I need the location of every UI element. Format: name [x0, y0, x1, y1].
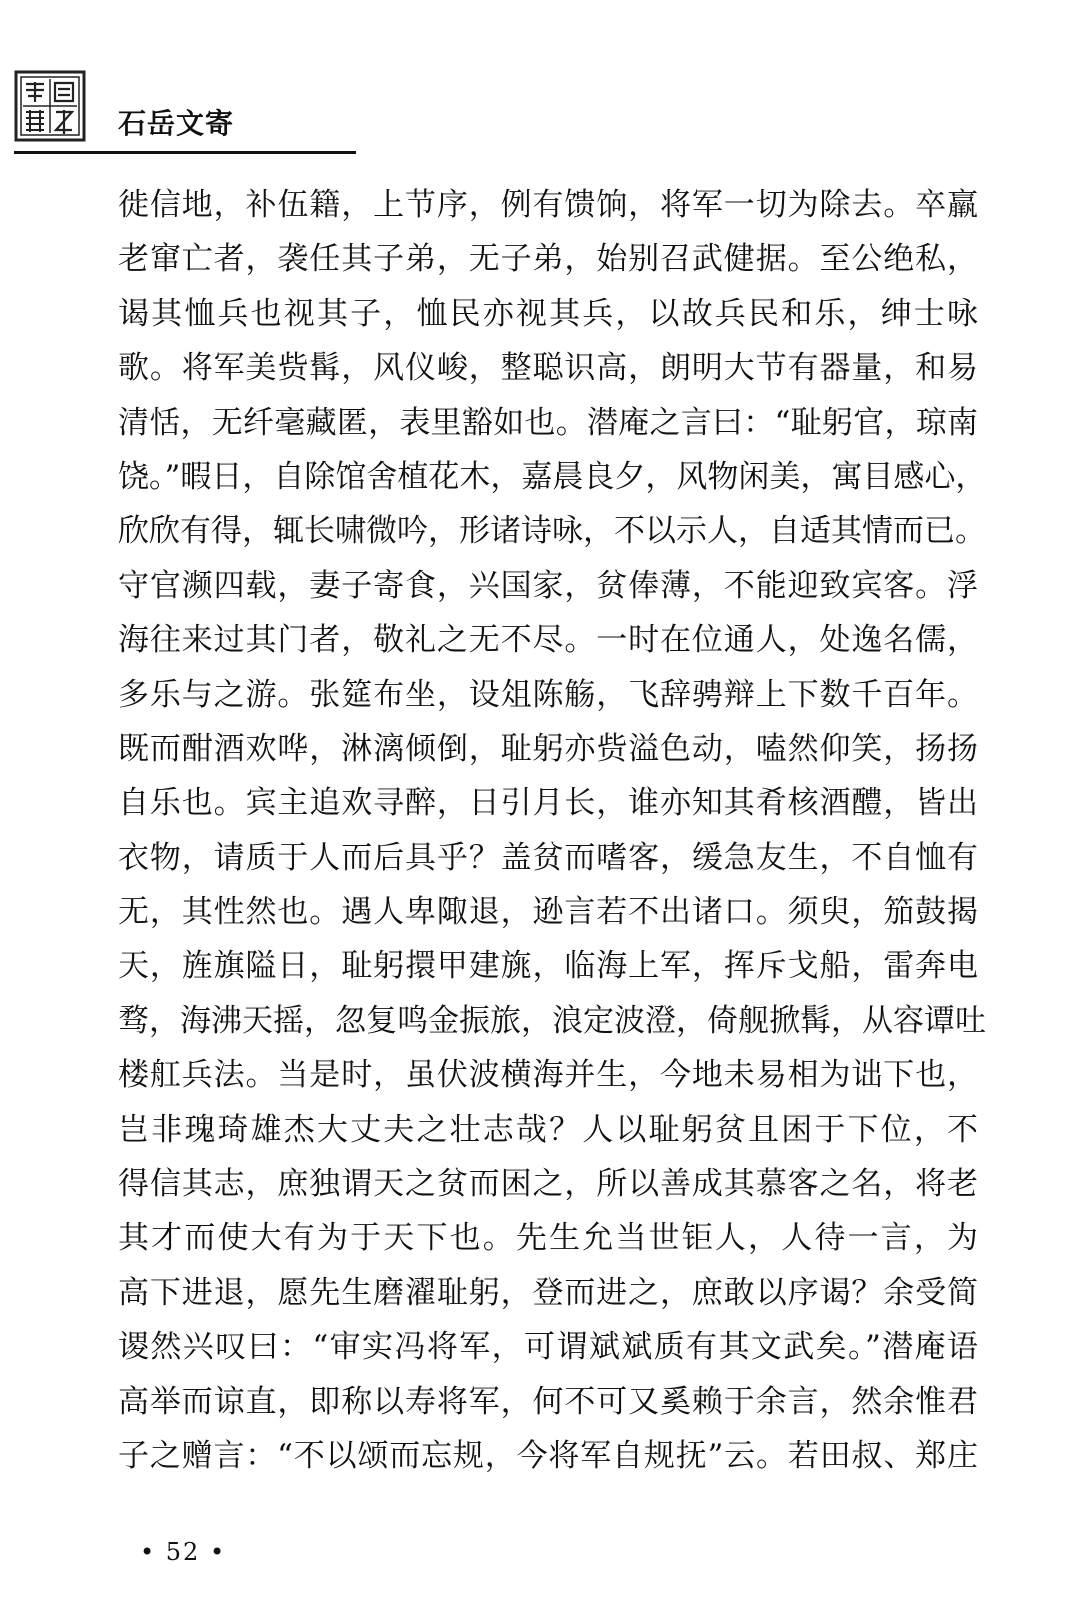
text-line: 海往来过其门者，敬礼之无不尽。一时在位通人，处逸名儒， [118, 622, 978, 659]
page-header [0, 0, 1085, 170]
text-line: 岂非瑰琦雄杰大丈夫之壮志哉？人以耻躬贫且困于下位，不 [118, 1111, 978, 1148]
text-line: 既而酣酒欢哗，淋漓倾倒，耻躬亦赀溢色动，嗑然仰笑，扬扬 [118, 730, 978, 767]
text-line: 多乐与之游。张筵布坐，设俎陈觞，飞辞骋辩上下数千百年。 [118, 676, 978, 713]
text-line: 楼舡兵法。当是时，虽伏波横海并生，今地未易相为诎下也， [118, 1057, 978, 1094]
text-line: 得信其志，庶独谓天之贫而困之，所以善成其慕客之名，将老 [118, 1166, 978, 1203]
seal-stamp-icon [14, 70, 86, 142]
page-number: • 52 • [140, 1538, 227, 1566]
text-line: 无，其性然也。遇人卑陬退，逊言若不出诸口。须臾，笳鼓揭 [118, 894, 978, 931]
text-line: 欣欣有得，辄长啸微吟，形诸诗咏，不以示人，自适其情而已。 [118, 513, 986, 550]
text-line: 衣物，请质于人而后具乎？盖贫而嗜客，缓急友生，不自恤有 [118, 839, 978, 876]
text-line: 歌。将军美赀髯，风仪峻，整聪识高，朗明大节有器量，和易 [118, 350, 978, 387]
text-line: 谡然兴叹曰：“审实冯将军，可谓斌斌质有其文武矣。”潜庵语 [118, 1329, 978, 1366]
body-text [118, 178, 987, 1483]
text-line: 子之赠言：“不以颂而忘规，今将军自规抚”云。若田叔、郑庄 [118, 1437, 978, 1474]
text-line: 自乐也。宾主追欢寻醉，日引月长，谁亦知其肴核酒醴，皆出 [118, 785, 978, 822]
book-title: 石岳文寄 [118, 107, 235, 140]
text-line: 其才而使大有为于天下也。先生允当世钜人，人待一言，为 [118, 1220, 978, 1257]
text-line: 守官濒四载，妻子寄食，兴国家，贫俸薄，不能迎致宾客。浮 [118, 567, 978, 604]
text-line: 徙信地，补伍籍，上节序，例有馈饷，将军一切为除去。卒羸 [118, 187, 978, 223]
text-line: 老窜亡者，袭任其子弟，无子弟，始别召武健据。至公绝私， [118, 241, 978, 278]
text-line: 高下进退，愿先生磨濯耻躬，登而进之，庶敢以序谒？余受简 [118, 1274, 978, 1311]
text-line: 谒其恤兵也视其子，恤民亦视其兵，以故兵民和乐，绅士咏 [118, 295, 978, 332]
text-line: 饶。”暇日，自除馆舍植花木，嘉晨良夕，风物闲美，寓目感心， [118, 458, 987, 495]
text-line: 高举而谅直，即称以寿将军，何不可又奚赖于余言，然余惟君 [118, 1383, 978, 1420]
header-rule [14, 151, 356, 154]
text-line: 天，旌旗隘日，耻躬擐甲建旐，临海上军，挥斥戈船，雷奔电 [118, 948, 978, 985]
text-line: 骛，海沸天摇，忽复鸣金振旅，浪定波澄，倚舰掀髯，从容谭吐 [118, 1002, 986, 1039]
text-line: 清恬，无纤毫藏匿，表里豁如也。潜庵之言曰：“耻躬官，琼南 [118, 404, 978, 441]
